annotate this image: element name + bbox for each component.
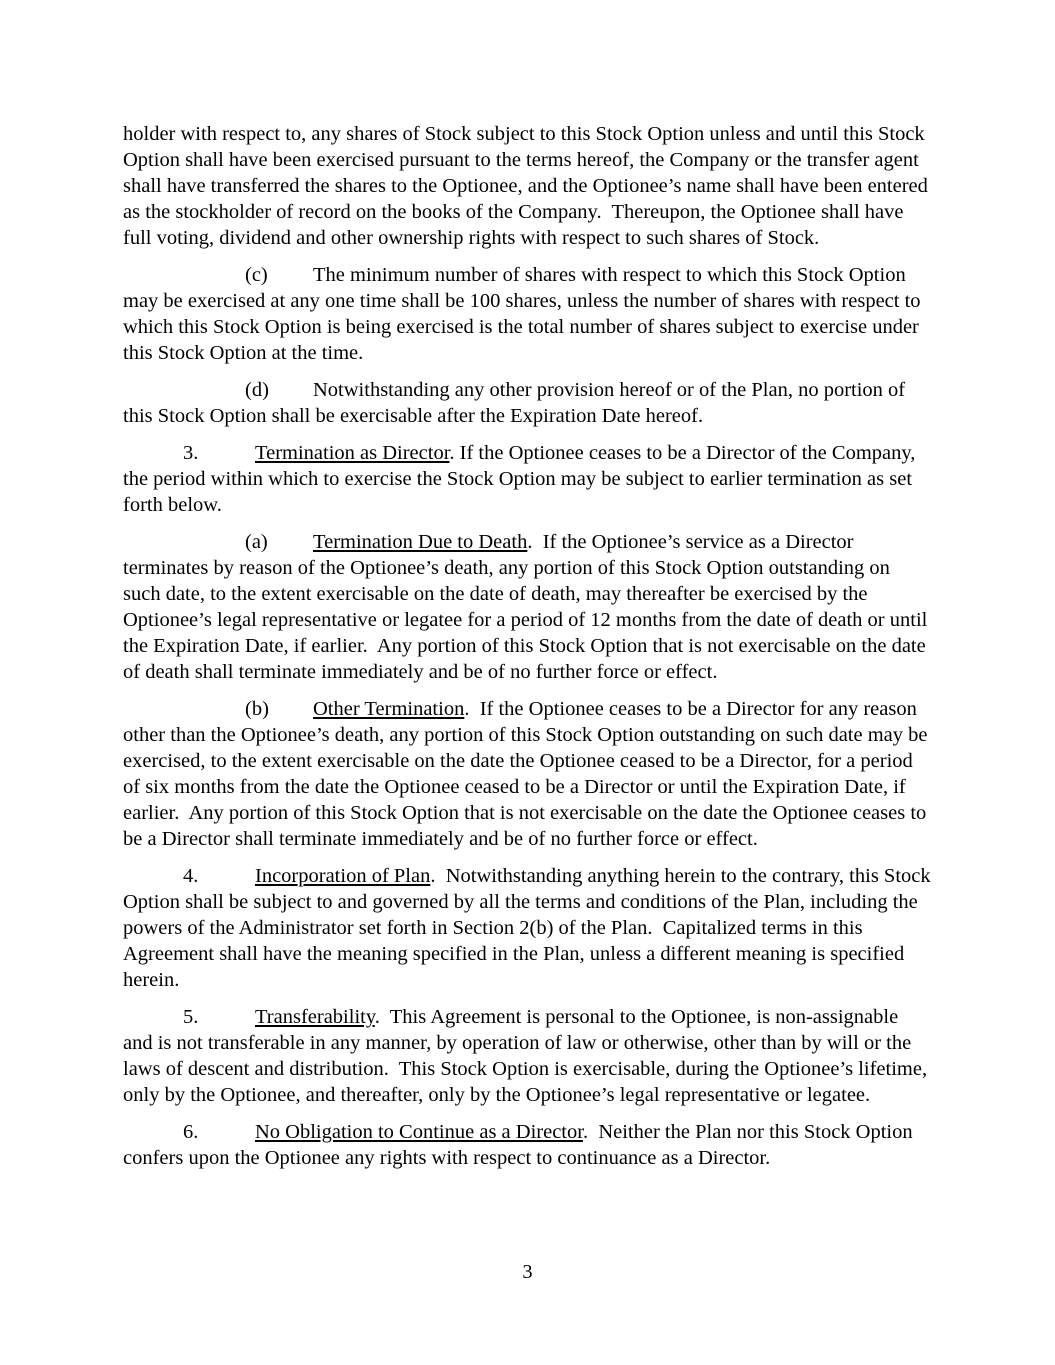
section-heading: No Obligation to Continue as a Director [255, 1121, 583, 1143]
clause-label: (b) [245, 698, 269, 720]
clause-3a [123, 529, 931, 685]
paragraph-text: . This Agreement is personal to the Optionee, is non-assignable and is not transferable in any manner, by operation of law or otherwise, other than by will or the laws of descent and distribution. This Stock Option is exercisable, during the Optionee’s lifetime, only by the Optionee, and thereafter, only by the Optionee’s legal representative or legatee. [123, 1006, 933, 1106]
paragraph-text: Notwithstanding any other provision hereof or of the Plan, no portion of this Stock Option shall be exercisable after the Expiration Date hereof. [123, 379, 911, 427]
section-5 [123, 1004, 931, 1108]
section-6 [123, 1119, 931, 1171]
section-number: 6. [183, 1121, 199, 1143]
paragraph-text: . Neither the Plan nor this Stock Option confers upon the Optionee any rights with respect to continuance as a Director. [123, 1121, 918, 1169]
section-number: 4. [183, 865, 199, 887]
section-number: 3. [183, 442, 199, 464]
clause-label: (d) [245, 379, 269, 401]
clause-d [123, 377, 931, 429]
paragraph-text: . Notwithstanding anything herein to the contrary, this Stock Option shall be subject to and governed by all the terms and conditions of the Plan, including the powers of the Administrator set forth in Section 2(b) of the Plan. Capitalized terms in this Agreement shall have the meaning specified in the Plan, unless a different meaning is specified herein. [123, 865, 936, 991]
section-heading: Transferability [255, 1006, 375, 1028]
section-3 [123, 440, 931, 518]
section-4 [123, 863, 936, 993]
paragraph-text: . If the Optionee ceases to be a Director of the Company, the period within which to exercise the Stock Option may be subject to earlier termination as set forth below. [123, 442, 921, 516]
document-body [123, 121, 936, 1182]
section-number: 5. [183, 1006, 199, 1028]
clause-heading: Termination Due to Death [313, 531, 528, 553]
page-number: 3 [522, 1261, 533, 1283]
paragraph-text: . If the Optionee’s service as a Director terminates by reason of the Optionee’s death, any portion of this Stock Option outstanding on such date, to the extent exercisable on the date of death, may thereafter be exercised by the Optionee’s legal representative or legatee for a period of 12 months from the date of death or until the Expiration Date, if earlier. Any portion of this Stock Option that is not exercisable on the date of death shall terminate immediately and be of no further force or effect. [123, 531, 933, 683]
paragraph-continuation [123, 121, 934, 251]
clause-label: (a) [245, 531, 268, 553]
section-heading: Termination as Director [255, 442, 450, 464]
clause-3b [123, 696, 931, 852]
paragraph-text: . If the Optionee ceases to be a Director for any reason other than the Optionee’s death, any portion of this Stock Option outstanding on such date may be exercised, to the extent exercisable on the date the Optionee ceased to be a Director, for a period of six months from the date the Optionee ceased to be a Director or until the Expiration Date, if earlier. Any portion of this Stock Option that is not exercisable on the date the Optionee ceases to be a Director shall terminate immediately and be of no further force or effect. [123, 698, 933, 850]
section-heading: Incorporation of Plan [255, 865, 431, 887]
clause-heading: Other Termination [313, 698, 465, 720]
clause-label: (c) [245, 264, 268, 286]
paragraph-text: The minimum number of shares with respect to which this Stock Option may be exercised at any one time shall be 100 shares, unless the number of shares with respect to which this Stock Option is being exercised is the total number of shares subject to exercise under this Stock Option at the time. [123, 264, 926, 364]
clause-c [123, 262, 931, 366]
paragraph-text: holder with respect to, any shares of Stock subject to this Stock Option unless and until this Stock Option shall have been exercised pursuant to the terms hereof, the Company or the transfer agent shall have transferred the shares to the Optionee, and the Optionee’s name shall have been entered as the stockholder of record on the books of the Company. Thereupon, the Optionee shall have full voting, dividend and other ownership rights with respect to such shares of Stock. [123, 123, 934, 249]
